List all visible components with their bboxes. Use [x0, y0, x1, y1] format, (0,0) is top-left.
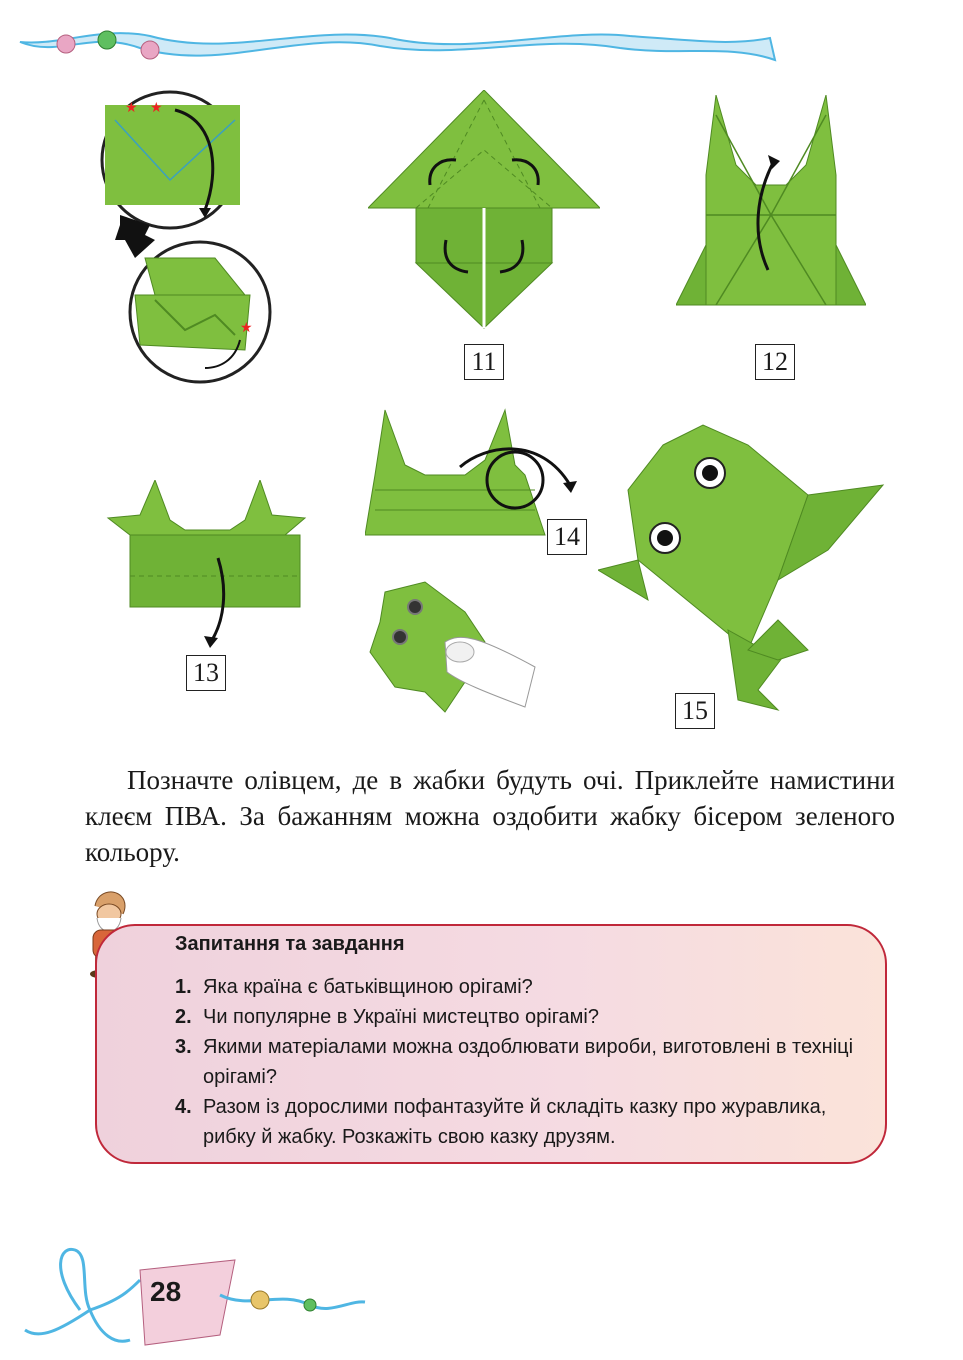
question-number: 1. — [175, 976, 192, 998]
figure-label: 11 — [464, 344, 504, 380]
figure-label: 14 — [547, 519, 587, 555]
instruction-text: Позначте олівцем, де в жабки будуть очі. Приклейте намистини клеєм ПВА. За бажанням можна оздобити жабку бісером зеленого кольору. — [85, 765, 895, 867]
question-item — [175, 1002, 875, 1032]
page-number: 28 — [150, 1276, 182, 1307]
figure-12-diagram — [676, 95, 866, 310]
svg-text:★: ★ — [125, 100, 138, 116]
question-item — [175, 1092, 875, 1152]
question-text: Чи популярне в Україні мистецтво орігамі? — [203, 1006, 599, 1028]
top-ribbon-decoration — [0, 20, 800, 70]
question-number: 2. — [175, 1006, 192, 1028]
questions-title: Запитання та завдання — [175, 933, 405, 955]
bottom-ribbon-decoration — [20, 1240, 370, 1350]
question-text: Яка країна є батьківщиною орігамі? — [203, 976, 533, 998]
figure-11-diagram — [368, 90, 600, 330]
figure-13-diagram — [100, 480, 312, 650]
instruction-paragraph — [85, 762, 895, 870]
svg-text:★: ★ — [150, 100, 163, 116]
questions-list — [175, 972, 875, 1152]
fold-detail-circles — [95, 90, 275, 390]
question-number: 3. — [175, 1036, 192, 1058]
svg-text:★: ★ — [240, 320, 253, 336]
figure-label: 15 — [675, 693, 715, 729]
small-frog-photo — [365, 572, 545, 722]
question-item — [175, 972, 875, 1002]
question-item — [175, 1032, 875, 1092]
figure-label: 13 — [186, 655, 226, 691]
question-text: Якими матеріалами можна оздоблювати вироби, виготовлені в техніці орігамі? — [203, 1036, 854, 1088]
question-number: 4. — [175, 1096, 192, 1118]
question-text: Разом із дорослими пофантазуйте й складіть казку про журавлика, рибку й жабку. Розкажіть свою казку друзям. — [203, 1096, 827, 1148]
figure-15-frog — [598, 420, 888, 720]
figure-label: 12 — [755, 344, 795, 380]
